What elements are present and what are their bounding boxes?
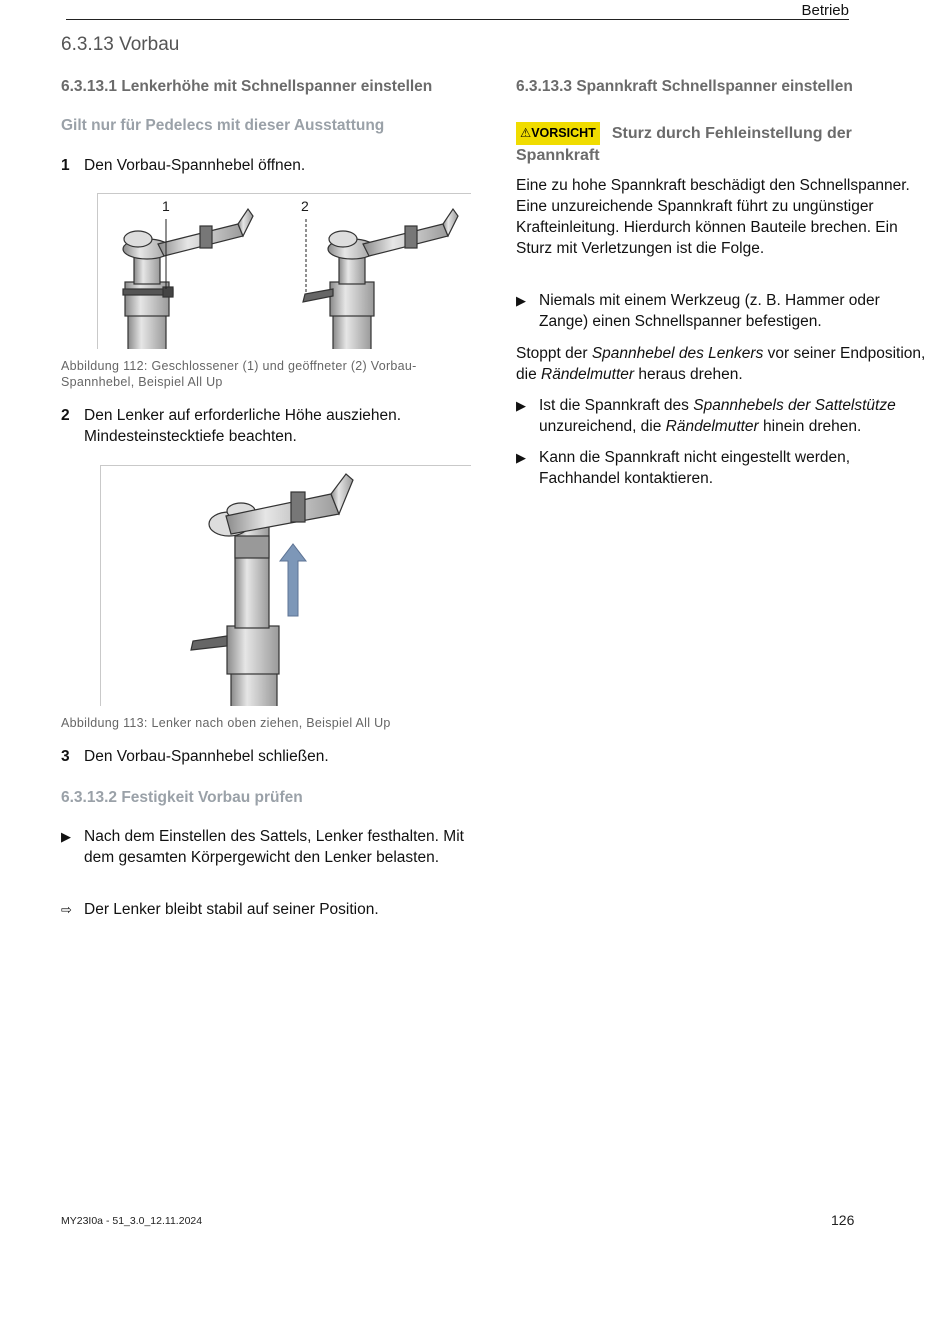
play-triangle-icon: ▶ [516, 450, 526, 465]
applicability-note: Gilt nur für Pedelecs mit dieser Ausstattung [61, 117, 385, 134]
action-item [61, 826, 473, 868]
result-text: Der Lenker bleibt stabil auf seiner Position. [84, 901, 379, 918]
warning-text: Eine zu hohe Spannkraft beschädigt den Schnellspanner. Eine unzureichende Spannkraft führt zu ungünstiger Krafteinleitung. Hierdurch können Bauteile brechen. Ein Sturz mit Verletzungen ist die Folge. [516, 177, 910, 257]
step-text: Den Vorbau-Spannhebel öffnen. [84, 157, 306, 174]
header-rule [66, 19, 849, 20]
warning-block [516, 122, 926, 166]
footer-doc-id: MY23I0a - 51_3.0_12.11.2024 [61, 1215, 203, 1227]
step-text: Den Lenker auf erforderliche Höhe ausziehen. Mindesteinstecktiefe beachten. [84, 407, 402, 445]
figure-112 [97, 193, 471, 349]
subsection-heading-1: 6.3.13.1 Lenkerhöhe mit Schnellspanner einstellen [61, 78, 433, 95]
text-run: unzureichend, die [539, 418, 666, 435]
figure-label-1: 1 [162, 198, 170, 214]
action-item-dealer [516, 447, 928, 489]
step-number: 1 [61, 157, 70, 174]
warning-badge [516, 122, 600, 145]
step-3 [61, 746, 471, 767]
warning-action-text: Niemals mit einem Werkzeug (z. B. Hammer oder Zange) einen Schnellspanner befestigen. [539, 292, 880, 330]
play-triangle-icon: ▶ [516, 293, 526, 308]
figure-112-illustration [98, 194, 471, 349]
action-text: Kann die Spannkraft nicht eingestellt werden, Fachhandel kontaktieren. [539, 449, 851, 487]
warning-title: Sturz durch Fehleinstellung der Spannkraft [516, 125, 852, 164]
up-arrow-icon [280, 544, 306, 616]
result-arrow-icon: ⇨ [61, 902, 72, 917]
step-1 [61, 155, 471, 176]
figure-113-caption: Abbildung 113: Lenker nach oben ziehen, Beispiel All Up [61, 716, 391, 730]
action-text [539, 395, 928, 437]
stem-extended-drawing [191, 474, 353, 706]
term-lever-handlebar: Spannhebel des Lenkers [591, 345, 764, 362]
warning-action [516, 290, 928, 332]
warning-heading [516, 122, 926, 166]
text-run: heraus drehen. [634, 366, 743, 383]
figure-112-caption: Abbildung 112: Geschlossener (1) und geöffneter (2) Vorbau-Spannhebel, Beispiel All Up [61, 359, 417, 389]
step-text: Den Vorbau-Spannhebel schließen. [84, 748, 329, 765]
text-run: hinein drehen. [758, 418, 862, 435]
text-run: vor seiner Endposition, die [516, 345, 926, 383]
text-run: Ist die Spannkraft des [539, 397, 694, 414]
action-text: Nach dem Einstellen des Sattels, Lenker festhalten. Mit dem gesamten Körpergewicht den Lenker belasten. [84, 828, 464, 866]
subsection-heading-3: 6.3.13.3 Spannkraft Schnellspanner einstellen [516, 78, 853, 95]
play-triangle-icon: ▶ [61, 829, 71, 844]
instruction-paragraph [516, 343, 928, 385]
page-number: 126 [831, 1212, 855, 1228]
play-triangle-icon: ▶ [516, 398, 526, 413]
warning-triangle-icon: ⚠ [520, 126, 532, 140]
stem-closed-drawing [123, 209, 253, 349]
step-number: 2 [61, 407, 70, 424]
step-2 [61, 405, 471, 447]
figure-113 [100, 465, 471, 706]
step-number: 3 [61, 748, 70, 765]
text-run: Stoppt der [516, 345, 592, 362]
section-title: 6.3.13 Vorbau [61, 34, 180, 55]
stem-open-drawing [303, 209, 458, 349]
term-lever-seatpost: Spannhebels der Sattelstütze [693, 397, 896, 414]
subsection-heading-2: 6.3.13.2 Festigkeit Vorbau prüfen [61, 789, 303, 806]
result-item [61, 899, 473, 920]
term-knurled-nut: Rändelmutter [541, 366, 635, 383]
warning-badge-label: VORSICHT [531, 126, 596, 140]
action-item-seatpost [516, 395, 928, 437]
figure-113-illustration [101, 466, 471, 706]
figure-label-2: 2 [301, 198, 309, 214]
running-header: Betrieb [801, 2, 849, 19]
term-knurled-nut: Rändelmutter [665, 418, 759, 435]
